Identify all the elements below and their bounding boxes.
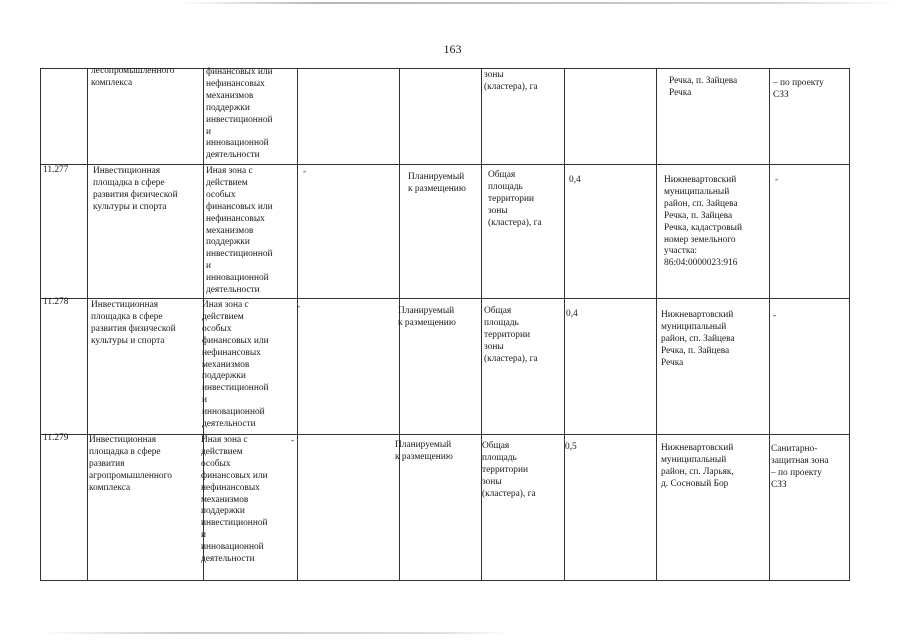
col-divider bbox=[481, 69, 482, 580]
cell-col3: - bbox=[291, 436, 295, 446]
cell-name: лесопромышленного комплекса bbox=[91, 66, 175, 88]
cell-value: 0,4 bbox=[569, 175, 581, 185]
cell-parameter: Общая площадь территории зоны (кластера), га bbox=[488, 170, 542, 228]
cell-name: Инвестиционная площадка в сфере развития агропромышленного комплекса bbox=[89, 435, 172, 493]
cell-zone-type: финансовых или нефинансовых механизмов поддержки инвестиционной и инновационной деятельности bbox=[206, 67, 273, 161]
row-divider bbox=[41, 164, 849, 165]
cell-parameter: Общая площадь территории зоны (кластера), га bbox=[482, 441, 536, 499]
cell-location: Нижневартовский муниципальный район, сп. Ларьяк, д. Сосновый Бор bbox=[661, 443, 734, 489]
col-divider bbox=[564, 69, 565, 580]
cell-col3: - bbox=[303, 167, 307, 177]
cell-location: Речка, п. Зайцева Речка bbox=[669, 76, 738, 98]
cell-zone-type: Иная зона с действием особых финансовых или нефинансовых механизмов поддержки инвестиционной и инновационной деятельности bbox=[206, 166, 273, 296]
cell-zone-type: Иная зона с действием особых финансовых или нефинансовых механизмов поддержки инвестиционной и инновационной деятельности bbox=[201, 435, 268, 565]
cell-value: 0,5 bbox=[565, 442, 577, 452]
cell-number: 11.279 bbox=[43, 433, 69, 443]
cell-status: Планируемый к размещению bbox=[408, 172, 466, 194]
cell-szz: – по проекту СЗЗ bbox=[773, 78, 824, 100]
cell-location: Нижневартовский муниципальный район, сп. Зайцева Речка, п. Зайцева Речка, кадастровый номер земельного участка: 86:04:0000023:916 bbox=[664, 175, 742, 269]
scan-artifact-top bbox=[180, 2, 900, 4]
scan-artifact-bottom bbox=[40, 632, 510, 634]
cell-number: 11.278 bbox=[43, 297, 69, 307]
col-divider bbox=[87, 69, 88, 580]
col-divider bbox=[769, 69, 770, 580]
row-divider bbox=[41, 298, 849, 299]
cell-status: Планируемый к размещению bbox=[395, 440, 453, 462]
cell-location: Нижневартовский муниципальный район, сп. Зайцева Речка, п. Зайцева Речка bbox=[661, 310, 735, 368]
col-divider bbox=[656, 69, 657, 580]
col-divider bbox=[297, 69, 298, 580]
cell-status: Планируемый к размещению bbox=[398, 306, 456, 328]
cell-parameter: Общая площадь территории зоны (кластера), га bbox=[484, 306, 538, 364]
zones-table bbox=[40, 68, 850, 581]
cell-name: Инвестиционная площадка в сфере развития физической культуры и спорта bbox=[91, 300, 176, 346]
cell-zone-type: Иная зона с действием особых финансовых или нефинансовых механизмов поддержки инвестиционной и инновационной деятельности bbox=[202, 300, 269, 430]
cell-szz: - bbox=[773, 311, 777, 321]
cell-number: 11.277 bbox=[43, 165, 69, 175]
cell-value: 0,4 bbox=[566, 309, 578, 319]
cell-szz: - bbox=[775, 175, 779, 185]
page-number: 163 bbox=[443, 42, 462, 56]
cell-szz: Санитарно- защитная зона – по проекту СЗЗ bbox=[771, 444, 829, 490]
cell-col3: - bbox=[297, 302, 301, 312]
cell-name: Инвестиционная площадка в сфере развития физической культуры и спорта bbox=[93, 166, 178, 212]
cell-parameter: зоны (кластера), га bbox=[484, 70, 538, 92]
